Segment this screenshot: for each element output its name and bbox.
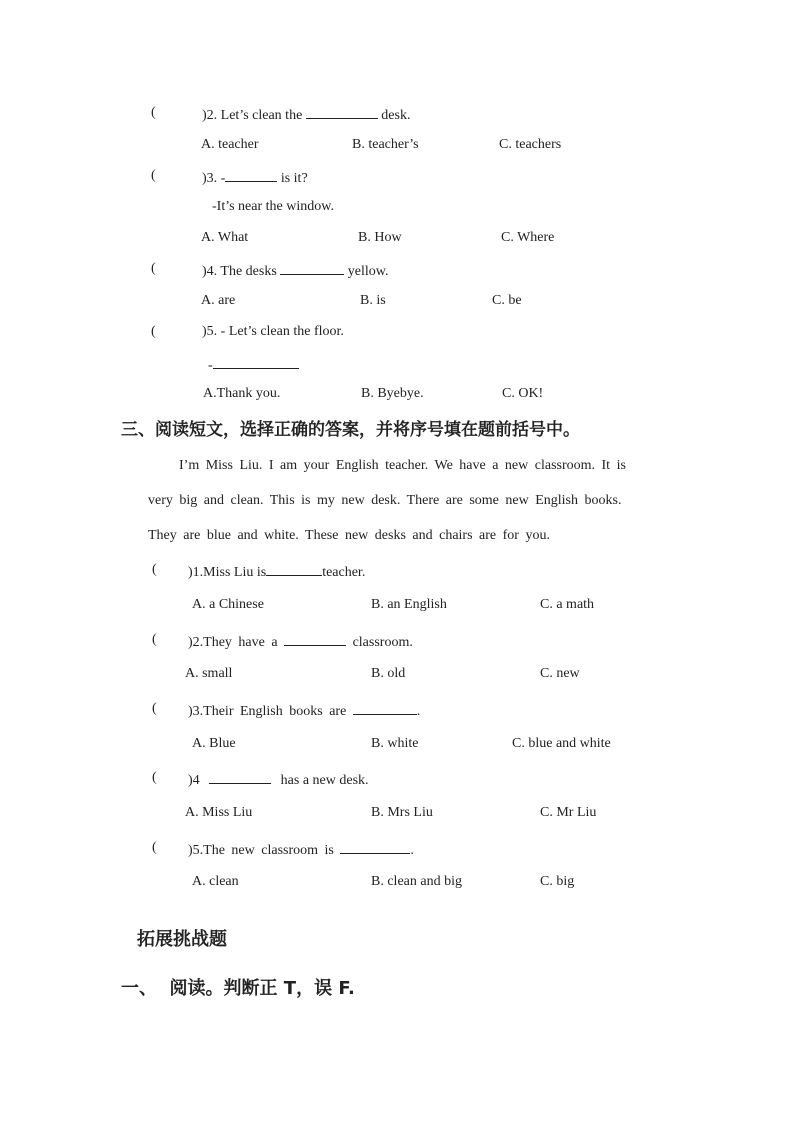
option-b: B. Byebye. bbox=[361, 386, 424, 401]
option-a: A. clean bbox=[192, 874, 239, 889]
option-c: C. Mr Liu bbox=[540, 805, 597, 820]
question-1-stem bbox=[188, 561, 365, 582]
option-b: B. is bbox=[360, 293, 386, 308]
answer-blank[interactable] bbox=[213, 354, 299, 369]
option-c: C. OK! bbox=[502, 386, 544, 401]
question-5-stem bbox=[188, 839, 414, 860]
option-c: C. a math bbox=[540, 597, 595, 612]
answer-blank[interactable] bbox=[340, 839, 410, 854]
option-a: A. Miss Liu bbox=[185, 805, 253, 820]
stem-text: )2. Let’s clean the bbox=[202, 108, 303, 123]
option-b: B. old bbox=[371, 666, 406, 681]
answer-blank[interactable] bbox=[353, 700, 417, 715]
stem-text: )1.Miss Liu is bbox=[188, 565, 267, 580]
stem-text: desk. bbox=[381, 108, 411, 123]
option-a: A. small bbox=[185, 666, 233, 681]
stem-text: . bbox=[416, 704, 421, 719]
section-heading: 三、阅读短文，选择正确的答案，并将序号填在题前括号中。 bbox=[121, 420, 580, 440]
stem-text: )5.The new classroom is bbox=[188, 843, 334, 858]
question-3-stem bbox=[188, 700, 420, 721]
question-4-stem bbox=[202, 260, 389, 281]
question-4-stem bbox=[188, 769, 369, 790]
extension-title: 拓展挑战题 bbox=[137, 929, 227, 950]
question-paren: ( bbox=[152, 632, 157, 647]
stem-text: yellow. bbox=[347, 264, 389, 279]
stem-text: )4. The desks bbox=[202, 264, 277, 279]
option-c: C. blue and white bbox=[512, 736, 611, 751]
answer-blank[interactable] bbox=[306, 104, 378, 119]
answer-blank[interactable] bbox=[280, 260, 344, 275]
stem-text: classroom. bbox=[352, 635, 413, 650]
option-b: B. white bbox=[371, 736, 419, 751]
answer-blank[interactable] bbox=[284, 631, 346, 646]
answer-blank[interactable] bbox=[209, 769, 271, 784]
answer-blank[interactable] bbox=[225, 167, 277, 182]
question-paren: ( bbox=[152, 840, 157, 855]
option-a: A. are bbox=[201, 293, 236, 308]
option-a: A. teacher bbox=[201, 137, 259, 152]
stem-text: has a new desk. bbox=[280, 773, 369, 788]
answer-blank[interactable] bbox=[266, 561, 322, 576]
option-b: B. an English bbox=[371, 597, 447, 612]
option-c: C. big bbox=[540, 874, 575, 889]
question-paren: ( bbox=[151, 324, 156, 339]
passage-line: I’m Miss Liu. I am your English teacher. We have a new classroom. It is bbox=[179, 458, 626, 473]
option-b: B. clean and big bbox=[371, 874, 462, 889]
stem-text: )3. - bbox=[202, 171, 226, 186]
stem-text: )4 bbox=[188, 773, 200, 788]
stem-text: teacher. bbox=[322, 565, 366, 580]
option-a: A. Blue bbox=[192, 736, 236, 751]
question-2-stem bbox=[202, 104, 410, 125]
option-c: C. be bbox=[492, 293, 522, 308]
stem-text: )3.Their English books are bbox=[188, 704, 347, 719]
question-paren: ( bbox=[152, 562, 157, 577]
question-paren: ( bbox=[152, 770, 157, 785]
passage-line: very big and clean. This is my new desk. There are some new English books. bbox=[148, 493, 622, 508]
stem-text: is it? bbox=[280, 171, 308, 186]
option-a: A.Thank you. bbox=[203, 386, 281, 401]
option-c: C. Where bbox=[501, 230, 555, 245]
reply-dash: - bbox=[208, 358, 213, 373]
question-5-stem: )5. - Let’s clean the floor. bbox=[202, 324, 344, 339]
dialogue-reply: -It’s near the window. bbox=[212, 199, 334, 214]
passage-line: They are blue and white. These new desks and chairs are for you. bbox=[148, 528, 550, 543]
option-b: B. teacher’s bbox=[352, 137, 419, 152]
question-paren: ( bbox=[151, 105, 156, 120]
question-paren: ( bbox=[152, 701, 157, 716]
option-c: C. teachers bbox=[499, 137, 562, 152]
stem-text: . bbox=[410, 843, 414, 858]
option-a: A. a Chinese bbox=[192, 597, 264, 612]
question-paren: ( bbox=[151, 168, 156, 183]
question-3-stem bbox=[202, 167, 308, 188]
question-paren: ( bbox=[151, 261, 156, 276]
question-2-stem bbox=[188, 631, 413, 652]
stem-text: )2.They have a bbox=[188, 635, 278, 650]
extension-section-heading: 一、 阅读。判断正 T，误 F. bbox=[121, 978, 355, 999]
option-a: A. What bbox=[201, 230, 249, 245]
option-b: B. How bbox=[358, 230, 402, 245]
option-b: B. Mrs Liu bbox=[371, 805, 433, 820]
option-c: C. new bbox=[540, 666, 580, 681]
dialogue-reply bbox=[208, 354, 299, 375]
